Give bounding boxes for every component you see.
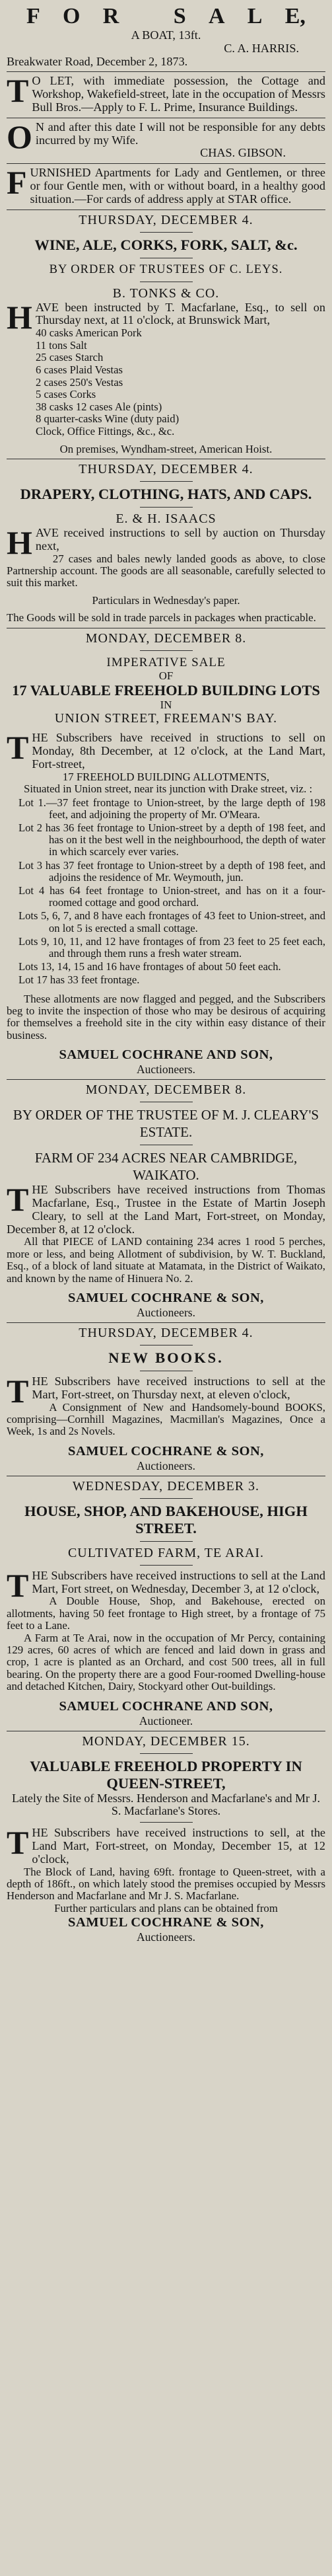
parcels-note: The Goods will be sold in trade parcels in packages when practicable.	[7, 611, 316, 625]
drop-cap: T	[7, 1824, 29, 1862]
divider	[7, 1322, 325, 1323]
drop-cap: T	[7, 75, 29, 110]
lot-item: Lots 13, 14, 15 and 16 have frontages of about 50 feet each.	[18, 960, 281, 973]
drop-cap: T	[7, 1181, 29, 1219]
particulars-note: Particulars in Wednesday's paper.	[92, 593, 240, 607]
list-item: 40 casks American Pork	[36, 326, 142, 340]
ad-body: N and after this date I will not be responsible for any debts incurred by my Wife.	[35, 120, 325, 147]
auctioneer-name: SAMUEL COCHRANE AND SON,	[59, 1698, 273, 1714]
ad-notice	[7, 121, 325, 160]
heading-letter: F	[26, 4, 40, 28]
list-item: 8 quarter-casks Wine (duty paid)	[36, 412, 180, 426]
divider	[7, 209, 325, 210]
ad-cleary-estate	[7, 1082, 325, 1319]
farm-title: CULTIVATED FARM, TE ARAI.	[67, 1545, 265, 1560]
sale-date: THURSDAY, DECEMBER 4.	[79, 212, 253, 227]
drop-cap: T	[7, 1566, 29, 1604]
list-item: 5 cases Corks	[36, 388, 96, 401]
imperative-sale: IMPERATIVE SALE	[106, 655, 226, 669]
sale-date: MONDAY, DECEMBER 15.	[82, 1733, 250, 1749]
firm-name: B. TONKS & CO.	[112, 285, 220, 301]
ad-detail: All that PIECE of LAND containing 234 acres 1 rood 5 perches, more or less, and being Allotment of subdivision, by W. T. Buckland, Esq., of a block of land situate at Matamata, in the District of Waikato, and known by the name of Hinuera No. 2.	[7, 1235, 325, 1285]
lot-item: Lot 17 has 33 feet frontage.	[18, 973, 140, 987]
ad-body: AVE received instructions to sell by auction on Thursday next,	[35, 525, 325, 552]
farm-title: FARM OF 234 ACRES NEAR CAMBRIDGE, WAIKATO.	[34, 1150, 298, 1184]
ad-detail: 27 cases and bales newly landed goods as above, to close Partnership account. The goods are all seasonable, carefully selected to suit this market.	[7, 552, 325, 589]
drop-cap: H	[7, 298, 32, 336]
auctioneer-role: Auctioneers.	[137, 1306, 195, 1320]
auctioneer-name: SAMUEL COCHRANE & SON,	[68, 1443, 264, 1458]
auctioneer-name: SAMUEL COCHRANE & SON,	[68, 1291, 264, 1306]
street-name: UNION STREET, FREEMAN'S BAY.	[54, 711, 278, 726]
sale-title: DRAPERY, CLOTHING, HATS, AND CAPS.	[20, 485, 312, 502]
ad-drapery	[7, 462, 325, 625]
list-item: 11 tons Salt	[36, 338, 87, 352]
lot-item: Lots 5, 6, 7, and 8 have each frontages of 43 feet to Union-street, and on lot 5 is erected a small cottage.	[18, 909, 325, 934]
lot-item: Lot 1.—37 feet frontage to Union-street, by the large depth of 198 feet, and adjoining the property of Mr. O'Meara.	[18, 796, 325, 821]
lot-item: Lots 9, 10, 11, and 12 have frontages of from 23 feet to 25 feet each, and through them runs a fresh water stream.	[18, 934, 325, 960]
sale-date: THURSDAY, DECEMBER 4.	[79, 461, 253, 476]
for-sale-dateline: Breakwater Road, December 2, 1873.	[7, 54, 188, 68]
drop-cap: H	[7, 523, 32, 561]
subhead: 17 FREEHOLD BUILDING ALLOTMENTS,	[62, 770, 270, 783]
auctioneer-role: Auctioneers.	[137, 1458, 195, 1472]
drop-cap: T	[7, 729, 29, 767]
short-rule	[140, 1565, 193, 1566]
sale-date: THURSDAY, DECEMBER 4.	[79, 1326, 253, 1341]
lot-item: Lot 2 has 36 feet frontage to Union-street by a depth of 198 feet, and has on it the best well in the neighbourhood, the depth of water in which scarcely ever varies.	[18, 821, 325, 858]
sale-title: BY ORDER OF THE TRUSTEE OF M. J. CLEARY'S ESTATE.	[13, 1107, 319, 1141]
ad-body: O LET, with immediate possession, the Cottage and Workshop, Wakefield-street, late in the occupation of Messrs Bull Bros.—Apply to F. L. Prime, Insurance Buildings.	[32, 75, 325, 114]
short-rule	[140, 481, 193, 482]
ad-new-books	[7, 1326, 325, 1472]
short-rule	[140, 1822, 193, 1823]
ad-queen-street	[7, 1734, 325, 1944]
drop-cap: T	[7, 1373, 29, 1410]
divider	[7, 71, 325, 72]
heading-letter: S	[173, 4, 186, 28]
list-item: 2 cases 250's Vestas	[36, 375, 123, 389]
sale-date: MONDAY, DECEMBER 8.	[85, 630, 247, 646]
auctioneer-name: SAMUEL COCHRANE & SON,	[68, 1915, 264, 1930]
divider	[7, 1079, 325, 1080]
short-rule	[140, 1753, 193, 1754]
heading-letter: E,	[284, 4, 306, 28]
for-sale-heading	[26, 4, 306, 29]
ad-detail: A Double House, Shop, and Bakehouse, erected on allotments, having 50 feet frontage to High street, by a frontage of 75 feet to a Lane.	[7, 1595, 325, 1632]
sale-title: HOUSE, SHOP, AND BAKEHOUSE, HIGH STREET.	[24, 1502, 308, 1536]
sale-title: NEW BOOKS.	[108, 1349, 224, 1367]
auctioneer-name: SAMUEL COCHRANE AND SON,	[59, 1047, 273, 1063]
closing-text: These allotments are now flagged and pegged, and the Subscribers beg to invite the inspection of those who may be desirous of acquiring for themselves a freehold site in the city within easy distance of their business.	[7, 992, 325, 1042]
connector-of: OF	[158, 669, 174, 682]
notice-signer: CHAS. GIBSON.	[200, 146, 286, 160]
sale-date: WEDNESDAY, DECEMBER 3.	[72, 1478, 260, 1494]
auctioneer-role: Auctioneers.	[137, 1063, 195, 1077]
divider	[7, 163, 325, 164]
heading-letter: L	[247, 4, 263, 28]
short-rule	[140, 232, 193, 233]
ad-detail: The Block of Land, having 69ft. frontage to Queen-street, with a depth of 186ft., on which lately stood the premises occupied by Messrs Henderson and Macfarlane and Mr J. S. Macfarlane.	[7, 1865, 325, 1903]
short-rule	[140, 1541, 193, 1542]
list-item: Clock, Office Fittings, &c., &c.	[36, 424, 175, 437]
lot-item: Lot 4 has 64 feet frontage to Union-street, and has on it a four-roomed cottage and good orchard.	[18, 884, 325, 909]
sale-subtitle: Lately the Site of Messrs. Henderson and Macfarlane's and Mr J. S. Macfarlane's Stores.	[11, 1791, 321, 1818]
list-item: 38 casks 12 cases Ale (pints)	[36, 400, 162, 413]
list-item: 25 cases Starch	[36, 351, 104, 364]
for-sale-signer: C. A. HARRIS.	[224, 41, 299, 55]
sale-title: 17 VALUABLE FREEHOLD BUILDING LOTS	[12, 681, 320, 699]
ad-body: HE Subscribers have received in structions to sell on Monday, 8th December, at 12 o'clock, at the Land Mart, Fort-street,	[32, 731, 325, 771]
situated: Situated in Union street, near its junction with Drake street, viz. :	[24, 782, 313, 796]
ad-body: HE Subscribers have received instructions from Thomas Macfarlane, Esq., Trustee in the Estate of Martin Joseph Cleary, to sell at the Land Mart, Fort-street, on Monday, December 8, at 12 o'clock.	[7, 1183, 325, 1236]
ad-bakehouse	[7, 1479, 325, 1727]
heading-letter: O	[63, 4, 81, 28]
firm-name: E. & H. ISAACS	[116, 511, 216, 526]
list-item: 6 cases Plaid Vestas	[36, 363, 123, 376]
connector-in: IN	[160, 698, 172, 711]
sale-title: VALUABLE FREEHOLD PROPERTY IN QUEEN-STREET,	[30, 1757, 302, 1792]
heading-letter: A	[208, 4, 225, 28]
by-order: BY ORDER OF TRUSTEES OF C. LEYS.	[49, 262, 283, 276]
plans-note: Further particulars and plans can be obtained from	[54, 1901, 278, 1914]
ad-to-let	[7, 75, 325, 114]
ad-freehold-lots	[7, 631, 325, 1077]
ad-body: AVE been instructed by T. Macfarlane, Esq., to sell on Thursday next, at 11 o'clock, at Brunswick Mart,	[35, 300, 325, 327]
auctioneer-role: Auctioneers.	[137, 1930, 195, 1944]
drop-cap: F	[7, 167, 27, 202]
ad-furnished	[7, 167, 325, 206]
ad-body: HE Subscribers have received instructions to sell at the Mart, Fort-street, on Thursday next, at eleven o'clock,	[32, 1375, 325, 1401]
ad-for-sale	[7, 4, 325, 68]
short-rule	[140, 650, 193, 651]
ad-body: URNISHED Apartments for Lady and Gentlemen, or three or four Gentle men, with or without board, in a healthy good situation.—For cards of address apply at STAR office.	[30, 167, 325, 206]
sale-title: WINE, ALE, CORKS, FORK, SALT, &c.	[34, 236, 298, 253]
drop-cap: O	[7, 120, 32, 155]
ad-body: HE Subscribers have received instructions to sell, at the Land Mart, Fort-street, on Monday, December 15, at 12 o'clock,	[32, 1826, 325, 1866]
premises: On premises, Wyndham-street, American Hoist.	[59, 442, 273, 455]
short-rule	[140, 1498, 193, 1499]
ad-wine	[7, 213, 325, 455]
short-rule	[140, 507, 193, 508]
for-sale-item: A BOAT, 13ft.	[131, 28, 201, 42]
ad-detail: A Farm at Te Arai, now in the occupation of Mr Percy, containing 129 acres, 60 acres of which are fenced and laid down in grass and crop, 1 acre is planted as an Orchard, and cost 500 trees, all in full bearing. On the property there are a good Four-roomed Dwelling-house and detached Kitchen, Dairy, Stockyard other Out-buildings.	[7, 1631, 325, 1693]
auctioneer-role: Auctioneer.	[139, 1714, 193, 1727]
ad-body: HE Subscribers have received instructions to sell at the Land Mart, Fort street, on Wednesday, December 3, at 12 o'clock,	[32, 1568, 325, 1595]
ad-detail: A Consignment of New and Handsomely-bound BOOKS, comprising—Cornhill Magazines, Macmillan's Magazines, Once a Week, 1s and 2s Novels.	[7, 1400, 325, 1438]
sale-date: MONDAY, DECEMBER 8.	[85, 1082, 247, 1098]
lot-item: Lot 3 has 37 feet frontage to Union-street by a depth of 198 feet, and adjoins the residence of Mr. Weymouth, jun.	[18, 858, 325, 884]
item-list	[7, 327, 325, 437]
heading-letter: R	[102, 4, 119, 28]
